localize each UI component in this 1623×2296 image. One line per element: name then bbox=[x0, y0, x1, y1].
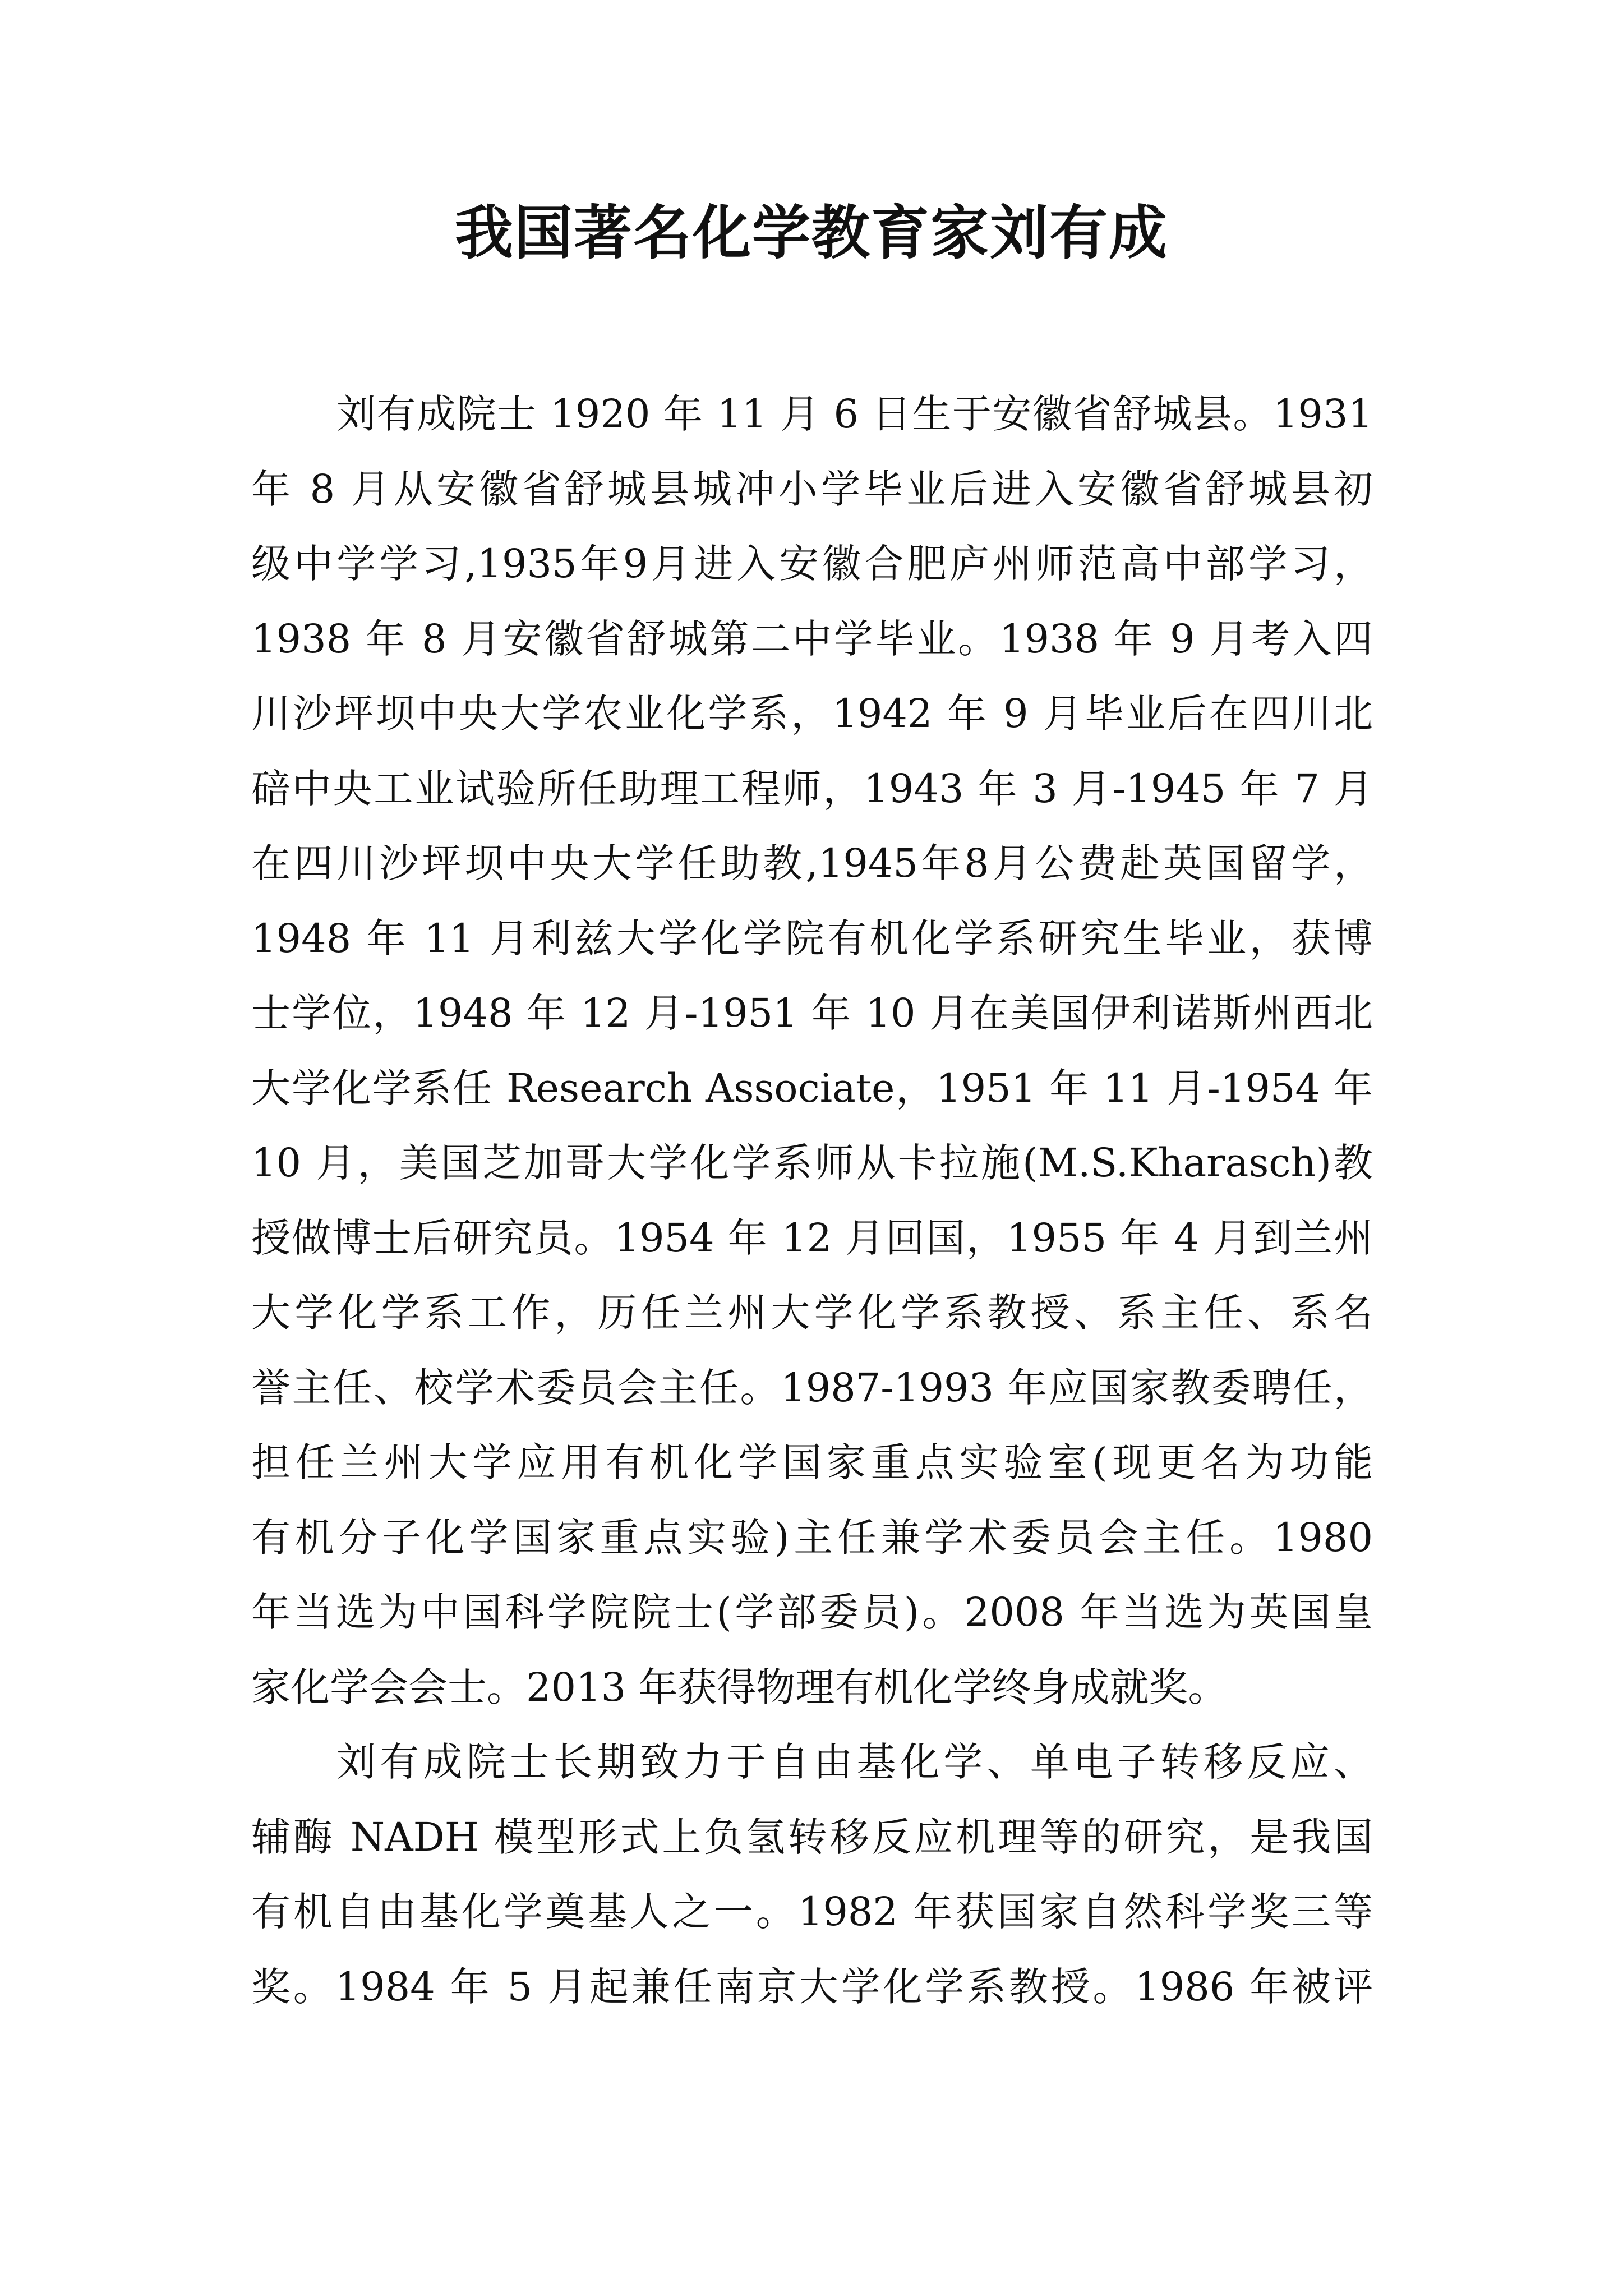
text-line: 刘有成院士长期致力于自由基化学、单电子转移反应、 bbox=[336, 1739, 1373, 1785]
text-line: 家化学会会士。2013 年获得物理有机化学终身成就奖。 bbox=[251, 1664, 1228, 1710]
text-line: 碚中央工业试验所任助理工程师，1943 年 3 月-1945 年 7 月 bbox=[251, 765, 1373, 812]
page-title: 我国著名化学教育家刘有成 bbox=[454, 198, 1168, 267]
text-line: 川沙坪坝中央大学农业化学系，1942 年 9 月毕业后在四川北 bbox=[251, 691, 1373, 737]
text-line: 级中学学习,1935年9月进入安徽合肥庐州师范高中部学习， bbox=[251, 541, 1373, 587]
text-line: 1948 年 11 月利兹大学化学院有机化学系研究生毕业，获博 bbox=[251, 915, 1373, 961]
text-line: 奖。1984 年 5 月起兼任南京大学化学系教授。1986 年被评 bbox=[251, 1963, 1373, 2010]
text-line: 士学位，1948 年 12 月-1951 年 10 月在美国伊利诺斯州西北 bbox=[251, 990, 1373, 1036]
text-line: 担任兰州大学应用有机化学国家重点实验室(现更名为功能 bbox=[251, 1439, 1373, 1485]
text-line: 在四川沙坪坝中央大学任助教,1945年8月公费赴英国留学， bbox=[251, 840, 1373, 886]
text-line: 辅酶 NADH 模型形式上负氢转移反应机理等的研究，是我国 bbox=[251, 1814, 1373, 1860]
text-line: 有机自由基化学奠基人之一。1982 年获国家自然科学奖三等 bbox=[251, 1889, 1373, 1935]
text-line: 誉主任、校学术委员会主任。1987-1993 年应国家教委聘任， bbox=[251, 1364, 1373, 1411]
text-line: 授做博士后研究员。1954 年 12 月回国，1955 年 4 月到兰州 bbox=[251, 1214, 1373, 1261]
text-line: 大学化学系工作，历任兰州大学化学系教授、系主任、系名 bbox=[251, 1290, 1373, 1336]
text-line: 有机分子化学国家重点实验)主任兼学术委员会主任。1980 bbox=[251, 1514, 1373, 1561]
text-line: 1938 年 8 月安徽省舒城第二中学毕业。1938 年 9 月考入四 bbox=[251, 615, 1373, 662]
article-body bbox=[251, 377, 1373, 2024]
text-line: 大学化学系任 Research Associate，1951 年 11 月-1954 年 bbox=[251, 1065, 1373, 1111]
text-line: 10 月，美国芝加哥大学化学系师从卡拉施(M.S.Kharasch)教 bbox=[251, 1140, 1373, 1186]
text-line: 年当选为中国科学院院士(学部委员)。2008 年当选为英国皇 bbox=[251, 1589, 1373, 1635]
text-line: 年 8 月从安徽省舒城县城冲小学毕业后进入安徽省舒城县初 bbox=[251, 466, 1373, 512]
text-line: 刘有成院士 1920 年 11 月 6 日生于安徽省舒城县。1931 bbox=[336, 391, 1373, 437]
